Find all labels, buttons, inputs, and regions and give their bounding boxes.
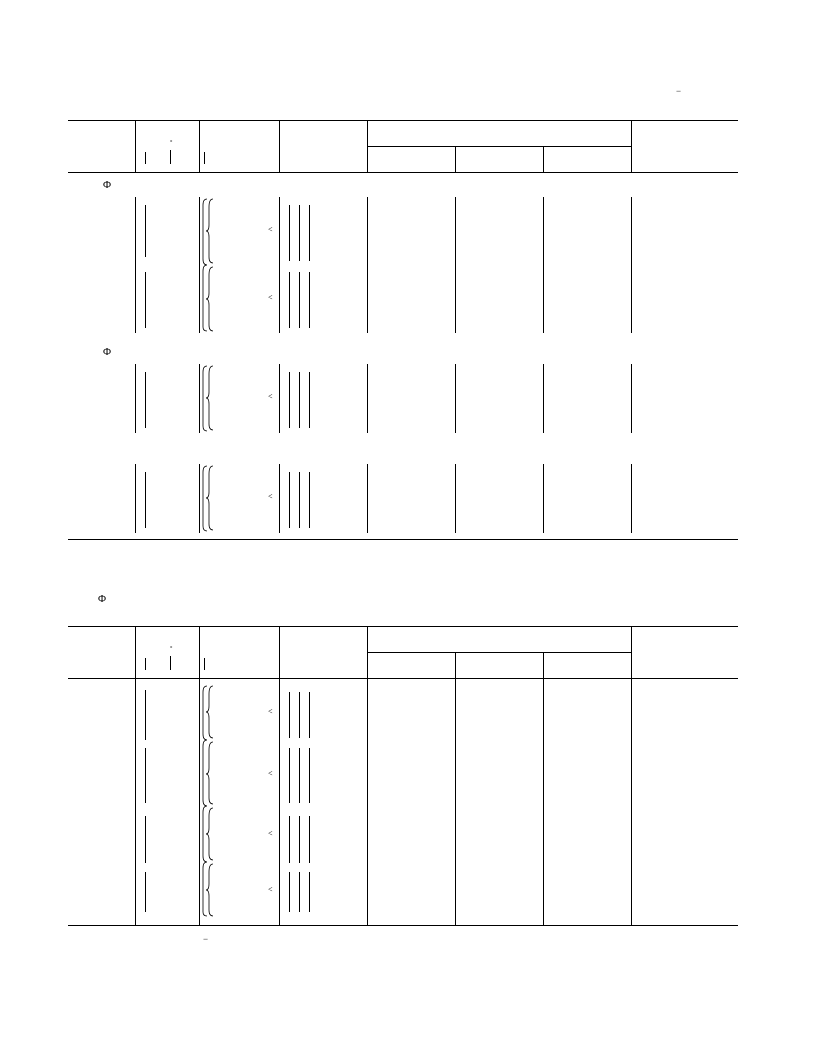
table2-col-line xyxy=(135,626,136,925)
section2-inner-line xyxy=(145,372,146,428)
section3-col-line xyxy=(279,464,280,533)
table2-title-phi: Φ xyxy=(98,593,107,605)
section3-col-line xyxy=(367,464,368,533)
section1-brace-left xyxy=(201,197,217,333)
section1-less-than: < xyxy=(268,293,273,302)
section3-col-line xyxy=(199,464,200,533)
table2-inner-line xyxy=(145,690,146,740)
table1-subheader-divider xyxy=(455,146,456,172)
table2-parallel-line xyxy=(289,816,290,863)
section2-parallel-line xyxy=(299,372,300,428)
table1-header-col-divider xyxy=(279,120,280,172)
table2-parallel-line xyxy=(289,748,290,803)
table1-header-col-divider xyxy=(199,120,200,172)
section1-inner-line xyxy=(145,205,146,257)
top-right-mark: − xyxy=(676,86,682,96)
table1-degree-mark: ° xyxy=(170,140,173,146)
section2-col-line xyxy=(455,364,456,433)
section2-col-line xyxy=(367,364,368,433)
section1-parallel-line xyxy=(299,272,300,328)
section1-parallel-line xyxy=(289,205,290,261)
table1-header-tick xyxy=(145,152,146,164)
section1-parallel-line xyxy=(309,205,310,261)
section3-inner-line xyxy=(145,472,146,528)
table2-less-than: < xyxy=(268,769,273,778)
section1-phi-symbol: Φ xyxy=(103,179,112,191)
section2-parallel-line xyxy=(289,372,290,428)
table2-header-tick xyxy=(204,658,205,670)
table1-group-rule xyxy=(367,146,631,147)
table2-parallel-line xyxy=(299,692,300,738)
table2-parallel-line xyxy=(309,872,310,912)
section3-col-line xyxy=(631,464,632,533)
section2-parallel-line xyxy=(309,372,310,428)
table1-header-col-divider xyxy=(367,120,368,172)
section3-parallel-line xyxy=(309,472,310,528)
table2-bottom-rule xyxy=(68,925,738,926)
table2-parallel-line xyxy=(289,872,290,912)
table1-header-tick xyxy=(204,152,205,164)
table2-inner-line xyxy=(145,748,146,803)
section1-col-line xyxy=(279,197,280,333)
section3-col-line xyxy=(455,464,456,533)
table1-bottom-rule xyxy=(68,539,738,540)
section2-brace-left xyxy=(201,364,217,433)
table1-header-col-divider xyxy=(631,120,632,172)
section3-less-than: < xyxy=(268,492,273,501)
section2-phi-symbol: Φ xyxy=(103,346,112,358)
section1-col-line xyxy=(367,197,368,333)
table2-less-than: < xyxy=(268,707,273,716)
table2-group-rule xyxy=(367,652,631,653)
section2-col-line xyxy=(135,364,136,433)
section3-parallel-line xyxy=(299,472,300,528)
table1-header-tick xyxy=(170,150,171,164)
table2-col-line xyxy=(367,626,368,925)
table2-header-bottom-rule xyxy=(68,678,738,679)
table1-top-rule xyxy=(68,120,738,121)
bottom-mark: − xyxy=(203,934,209,944)
section2-col-line xyxy=(279,364,280,433)
section2-col-line xyxy=(631,364,632,433)
section2-less-than: < xyxy=(268,392,273,401)
table1-subheader-divider xyxy=(543,146,544,172)
table2-parallel-line xyxy=(299,872,300,912)
table2-less-than: < xyxy=(268,885,273,894)
table2-parallel-line xyxy=(299,816,300,863)
table2-parallel-line xyxy=(309,816,310,863)
section2-col-line xyxy=(543,364,544,433)
table2-less-than: < xyxy=(268,829,273,838)
section1-col-line xyxy=(455,197,456,333)
table2-header-tick xyxy=(145,658,146,670)
section3-brace-left xyxy=(201,464,217,533)
section1-inner-line xyxy=(145,272,146,328)
section1-col-line xyxy=(631,197,632,333)
table1-header-bottom-rule xyxy=(68,172,738,173)
table2-inner-line xyxy=(145,872,146,912)
table2-parallel-line xyxy=(299,748,300,803)
section1-col-line xyxy=(543,197,544,333)
table2-degree-mark: ° xyxy=(170,646,173,652)
table2-top-rule xyxy=(68,626,738,627)
section1-parallel-line xyxy=(289,272,290,328)
section1-col-line xyxy=(199,197,200,333)
section3-parallel-line xyxy=(289,472,290,528)
table2-col-line xyxy=(199,626,200,925)
section1-parallel-line xyxy=(309,272,310,328)
table2-inner-line xyxy=(145,816,146,863)
section3-col-line xyxy=(135,464,136,533)
table2-col-line xyxy=(543,652,544,925)
section1-col-line xyxy=(135,197,136,333)
table2-col-line xyxy=(455,652,456,925)
section1-less-than: < xyxy=(268,225,273,234)
table2-col-line xyxy=(279,626,280,925)
table2-parallel-line xyxy=(309,748,310,803)
section3-col-line xyxy=(543,464,544,533)
table2-parallel-line xyxy=(289,692,290,738)
table2-col-line xyxy=(631,626,632,925)
table2-parallel-line xyxy=(309,692,310,738)
table2-brace-left xyxy=(201,684,217,920)
table2-header-tick xyxy=(170,656,171,670)
section2-col-line xyxy=(199,364,200,433)
table1-header-col-divider xyxy=(135,120,136,172)
section1-parallel-line xyxy=(299,205,300,261)
